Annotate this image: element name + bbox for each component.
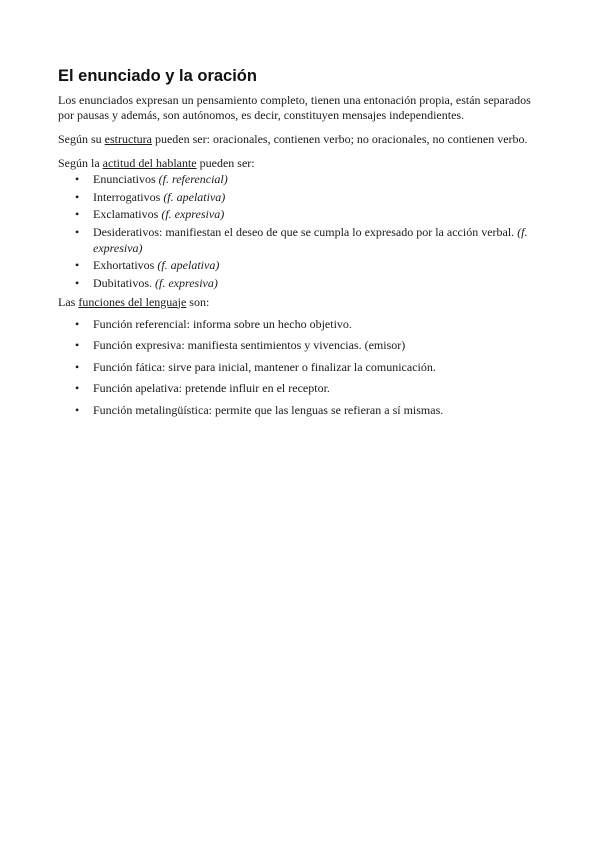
list-item — [58, 275, 544, 291]
document-body — [58, 66, 544, 423]
item-text: Función metalingüística: permite que las lenguas se refieran a sí mismas. — [93, 402, 444, 417]
intro-paragraph: Los enunciados expresan un pensamiento completo, tienen una entonación propia, están separados por pausas y además, son autónomos, es decir, constituyen mensajes independientes. — [58, 93, 531, 122]
bullet-icon: • — [75, 224, 80, 239]
bullet-icon: • — [75, 402, 80, 417]
item-note: (f. expresiva) — [161, 207, 225, 221]
actitud-list — [58, 171, 544, 291]
item-text: Dubitativos. — [93, 275, 155, 290]
bullet-icon: • — [75, 359, 80, 374]
list-item — [58, 189, 544, 205]
list-item — [58, 337, 544, 353]
bullet-icon: • — [75, 172, 80, 186]
estructura-paragraph — [58, 132, 544, 147]
bullet-icon: • — [75, 258, 80, 272]
bullet-icon: • — [75, 316, 80, 331]
bullet-icon: • — [75, 338, 80, 352]
item-text: Función referencial: informa sobre un hecho objetivo. — [93, 316, 352, 331]
item-text: Exhortativos — [93, 258, 158, 272]
item-text: Enunciativos — [93, 172, 159, 186]
bullet-icon: • — [75, 275, 80, 290]
estructura-term: estructura — [104, 132, 152, 146]
actitud-paragraph — [58, 156, 544, 171]
list-item — [58, 359, 544, 375]
actitud-suffix: pueden ser: — [196, 156, 255, 170]
bullet-icon: • — [75, 381, 80, 395]
item-text: Desiderativos: manifiestan el deseo de que se cumpla lo expresado por la acción verbal. — [93, 224, 518, 239]
estructura-prefix: Según su — [58, 132, 105, 146]
item-text: Interrogativos — [93, 189, 164, 204]
item-text: Exclamativos — [93, 207, 162, 221]
item-note: (f. apelativa) — [163, 189, 226, 204]
bullet-icon: • — [75, 189, 80, 204]
bullet-icon: • — [75, 207, 80, 221]
item-text: Función fática: sirve para inicial, mantener o finalizar la comunicación. — [93, 359, 436, 374]
list-item — [58, 316, 544, 332]
list-item — [58, 402, 544, 418]
item-note: (f. referencial) — [158, 172, 228, 186]
list-item — [58, 224, 544, 256]
funciones-term: funciones del lenguaje — [78, 294, 187, 309]
item-text: Función expresiva: manifiesta sentimientos y vivencias. (emisor) — [93, 338, 406, 352]
item-text: Función apelativa: pretende influir en el receptor. — [93, 381, 330, 395]
funciones-suffix: son: — [186, 294, 210, 309]
page-title: El enunciado y la oración — [58, 67, 257, 85]
list-item — [58, 257, 544, 273]
funciones-paragraph — [58, 295, 544, 310]
list-item — [58, 171, 544, 187]
funciones-prefix: Las — [58, 294, 79, 309]
list-item — [58, 380, 544, 396]
actitud-term: actitud del hablante — [102, 156, 197, 170]
item-note: (f. apelativa) — [157, 258, 220, 272]
estructura-suffix: pueden ser: oracionales, contienen verbo; no oracionales, no contienen verbo. — [151, 132, 528, 146]
actitud-prefix: Según la — [58, 156, 103, 170]
funciones-list — [58, 316, 544, 418]
item-note: (f. expresiva) — [155, 275, 218, 290]
list-item — [58, 206, 544, 222]
item-note: (f. expresiva) — [93, 224, 528, 255]
